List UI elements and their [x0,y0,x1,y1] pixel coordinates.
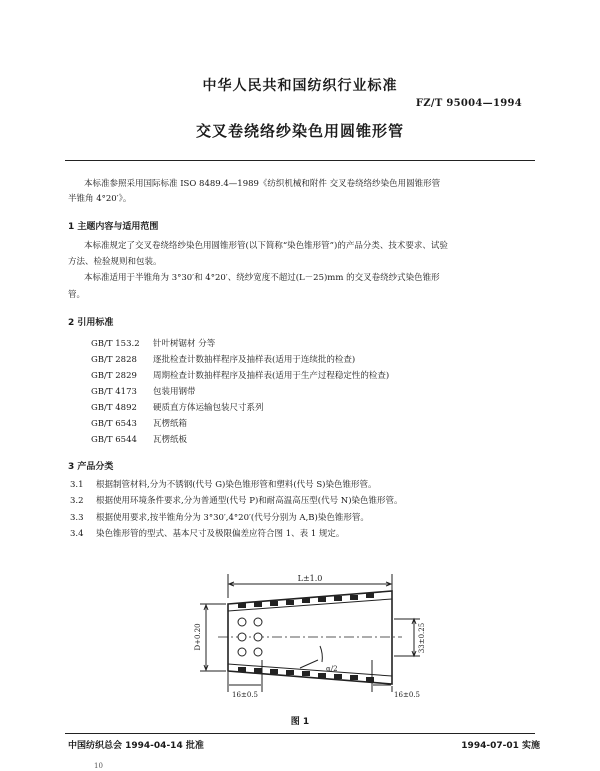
reference-title: 硬质直方体运输包装尺寸系列 [153,403,264,413]
cone-inner-wall [228,599,392,676]
slot [270,669,278,674]
reference-title: 周期检查计数抽样程序及抽样表(适用于生产过程稳定性的检查) [153,371,390,381]
slot [254,668,262,673]
issuing-organization: 中华人民共和国纺织行业标准 [202,78,398,94]
reference-title: 针叶树锯材 分等 [153,339,216,349]
dim-label-33: 33±0.25 [418,622,426,654]
section-1-p1-line-1: 本标准规定了交叉卷绕络纱染色用圆锥形管(以下简称“染色锥形管”)的产品分类、技术要求、试验 [84,241,448,251]
item-number: 3.4 [70,529,84,539]
section-1-p2-line-1: 本标准适用于半锥角为 3°30′和 4°20′、绕纱宽度不超过(L－25)mm 的交叉卷绕纱式染色锥形 [84,273,440,283]
intro-line-1: 本标准参照采用国际标准 ISO 8489.4—1989《纺织机械和附件 交叉卷绕络纱染色用圆锥形管 [84,179,441,189]
figure-caption: 图 1 [290,717,310,727]
section-1-heading: 1 主题内容与适用范围 [68,222,159,232]
hole [254,633,262,641]
slot [302,598,310,603]
slot [238,667,246,672]
angle-arc [320,646,322,662]
intro-line-2: 半锥角 4°20′》。 [68,194,132,204]
reference-std: GB/T 2828 [91,355,137,365]
reference-std: GB/T 6543 [91,419,137,429]
angle-leader [300,660,318,668]
slot [350,595,358,600]
dim-label-16b: 16±0.5 [394,691,420,699]
slot [334,674,342,679]
slot [286,600,294,605]
hole [254,618,262,626]
hole [238,648,246,656]
slot [350,675,358,680]
item-text: 染色锥形管的型式、基本尺寸及极限偏差应符合图 1、表 1 规定。 [96,529,345,539]
item-text: 根据使用环境条件要求,分为普通型(代号 P)和耐高温高压型(代号 N)染色锥形管。 [96,496,403,506]
page-number: 10 [94,762,103,770]
effective-date: 1994-07-01 实施 [461,741,540,751]
reference-std: GB/T 2829 [91,371,137,381]
item-text: 根据使用要求,按半锥角分为 3°30′,4°20′(代号分别为 A,B)染色锥形管。 [96,513,369,523]
hole [254,648,262,656]
section-2-heading: 2 引用标准 [68,318,114,328]
slot [254,602,262,607]
item-number: 3.2 [70,496,84,506]
footer-divider [65,733,535,734]
item-text: 根据制管材料,分为不锈钢(代号 G)染色锥形管和塑料(代号 S)染色锥形管。 [96,480,377,490]
reference-std: GB/T 4892 [91,403,137,413]
slot [318,597,326,602]
section-3-heading: 3 产品分类 [68,462,114,472]
document-title: 交叉卷绕络纱染色用圆锥形管 [195,122,404,140]
standard-code: FZ/T 95004—1994 [415,98,522,109]
slot [270,601,278,606]
slot [366,593,374,598]
approval-date: 中国纺织总会 1994-04-14 批准 [68,741,204,751]
hole [238,633,246,641]
reference-title: 逐批检查计数抽样程序及抽样表(适用于连续批的检查) [153,355,356,365]
item-number: 3.3 [70,513,84,523]
reference-std: GB/T 153.2 [91,339,140,349]
slot [302,671,310,676]
section-1-p1-line-2: 方法、检验规则和包装。 [68,257,162,267]
slot [334,596,342,601]
slot [366,677,374,682]
slot [318,673,326,678]
hole [238,618,246,626]
slot [238,603,246,608]
reference-title: 瓦楞纸箱 [153,419,188,429]
section-1-p2-line-2: 管。 [68,290,86,300]
reference-title: 瓦楞纸板 [153,435,188,445]
reference-std: GB/T 6544 [91,435,137,445]
reference-title: 包装用钢带 [153,387,196,397]
item-number: 3.1 [70,480,84,490]
dim-label-alpha: α/2 [326,665,338,673]
dim-label-D: D+0.20 [194,623,202,651]
dim-label-L: L±1.0 [297,574,323,583]
dim-label-16a: 16±0.5 [232,691,258,699]
slot [286,670,294,675]
reference-std: GB/T 4173 [91,387,137,397]
